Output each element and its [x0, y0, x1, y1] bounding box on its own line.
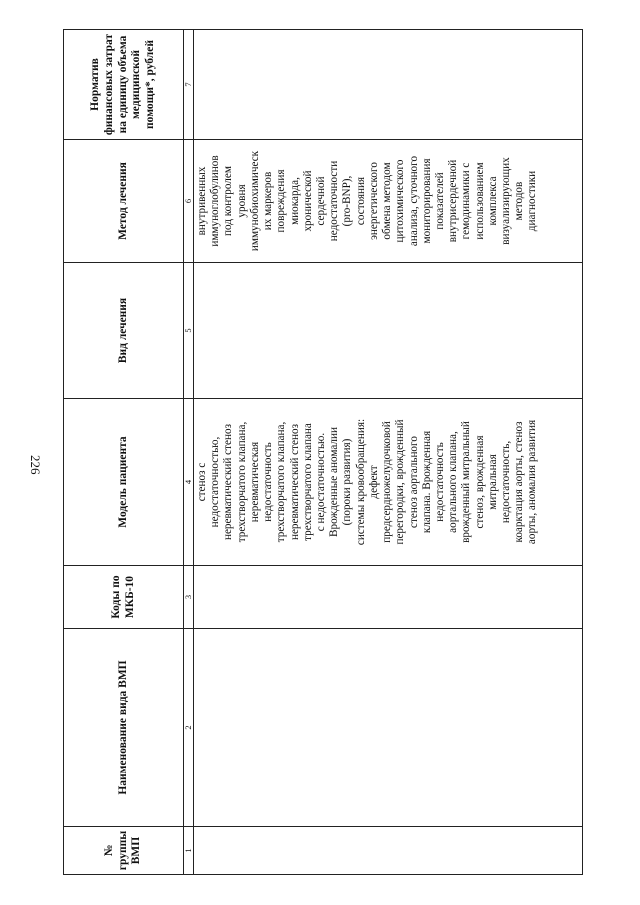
cell-cost-standard — [194, 30, 583, 140]
text-line: повреждения — [275, 169, 288, 233]
text-line: под контролем — [222, 166, 235, 236]
text-line: методов — [513, 181, 526, 221]
cell-icd-codes — [194, 566, 583, 629]
page-number: 226 — [28, 455, 43, 475]
column-number: 2 — [184, 629, 194, 827]
header-icd-codes: Коды по МКБ-10 — [64, 566, 184, 629]
text-line: аортального клапана, — [447, 431, 460, 533]
text-line: неревматический стеноз — [288, 423, 301, 541]
text-line: системы кровообращения: — [354, 418, 367, 546]
text-line: их маркеров — [262, 171, 275, 231]
text-line: (pro-BNP), — [341, 175, 354, 227]
text-line: визуализирующих — [500, 157, 513, 245]
text-line: анализа, суточного — [407, 155, 420, 247]
text-line: неревматическая — [248, 441, 261, 523]
column-number: 3 — [184, 566, 194, 629]
table-header-row — [64, 30, 184, 875]
cell-treatment-method — [194, 140, 583, 263]
column-number: 1 — [184, 827, 194, 875]
text-line: митральная — [486, 454, 499, 510]
text-line: трехстворчатого клапана, — [275, 421, 288, 543]
column-number: 6 — [184, 140, 194, 263]
header-group-no: № группы ВМП — [64, 827, 184, 875]
cell-group-no — [194, 827, 583, 875]
patient-model-text — [194, 399, 540, 565]
text-line: врожденный митральный — [460, 421, 473, 543]
vmp-table — [63, 29, 583, 875]
text-line: стеноз с — [196, 462, 208, 502]
text-line: недостаточность, — [500, 440, 513, 524]
text-line: энергетического — [367, 162, 380, 240]
text-line: гемодинамики с — [460, 162, 473, 240]
column-number: 7 — [184, 30, 194, 140]
text-line: клапана. Врожденная — [420, 430, 433, 534]
cell-vmp-name — [194, 629, 583, 827]
text-line: трехстворчатого клапана — [301, 423, 314, 541]
cell-patient-model — [194, 399, 583, 566]
text-line: диагностики — [526, 170, 539, 232]
text-line: с недостаточностью. — [314, 432, 327, 532]
text-line: недостаточность — [262, 442, 275, 522]
text-line: перегородки, врожденный — [394, 419, 407, 545]
text-line: обмена методом — [381, 162, 394, 240]
text-line: внутрисердечной — [447, 159, 460, 243]
header-treatment-method: Метод лечения — [64, 140, 184, 263]
text-line: неревматический стеноз — [222, 423, 235, 541]
text-line: уровня — [235, 184, 248, 218]
text-line: внутривенных — [196, 166, 208, 236]
column-number-row — [184, 30, 194, 875]
header-vmp-name: Наименование вида ВМП — [64, 629, 184, 827]
text-line: иммуноглобулинов — [209, 155, 222, 247]
text-line: стеноз аортального — [407, 436, 420, 528]
text-line: иммунобиохимическ — [248, 150, 261, 252]
text-line: коарктация аорты, стеноз — [513, 421, 526, 543]
text-line: хронической — [301, 170, 314, 232]
text-line: недостаточности — [328, 160, 341, 242]
text-line: мониторирования — [420, 158, 433, 244]
text-line: состояния — [354, 176, 367, 226]
header-cost-standard: Норматив финансовых затрат на единицу объема медицинской помощи*, рублей — [64, 30, 184, 140]
text-line: использованием — [473, 162, 486, 240]
text-line: трехстворчатого клапана, — [235, 421, 248, 543]
text-line: недостаточность — [433, 442, 446, 522]
text-line: недостаточностью, — [209, 436, 222, 528]
column-number: 4 — [184, 399, 194, 566]
text-line: сердечной — [314, 176, 327, 226]
text-line: стеноз, врожденная — [473, 435, 486, 529]
header-treatment-type: Вид лечения — [64, 263, 184, 399]
text-line: миокарда, — [288, 177, 301, 225]
text-line: (пороки развития) — [341, 438, 354, 526]
text-line: предсердножелудочковой — [381, 421, 394, 543]
text-line: Врожденные аномалии — [328, 427, 341, 537]
vmp-table-container — [63, 30, 583, 875]
treatment-method-text — [194, 140, 540, 262]
text-line: комплекса — [486, 176, 499, 226]
header-patient-model: Модель пациента — [64, 399, 184, 566]
column-number: 5 — [184, 263, 194, 399]
text-line: дефект — [367, 465, 380, 499]
text-line: показателей — [433, 172, 446, 230]
table-row — [194, 30, 583, 875]
cell-treatment-type — [194, 263, 583, 399]
text-line: цитохимического — [394, 159, 407, 243]
text-line: аорты, аномалия развития — [526, 419, 539, 545]
